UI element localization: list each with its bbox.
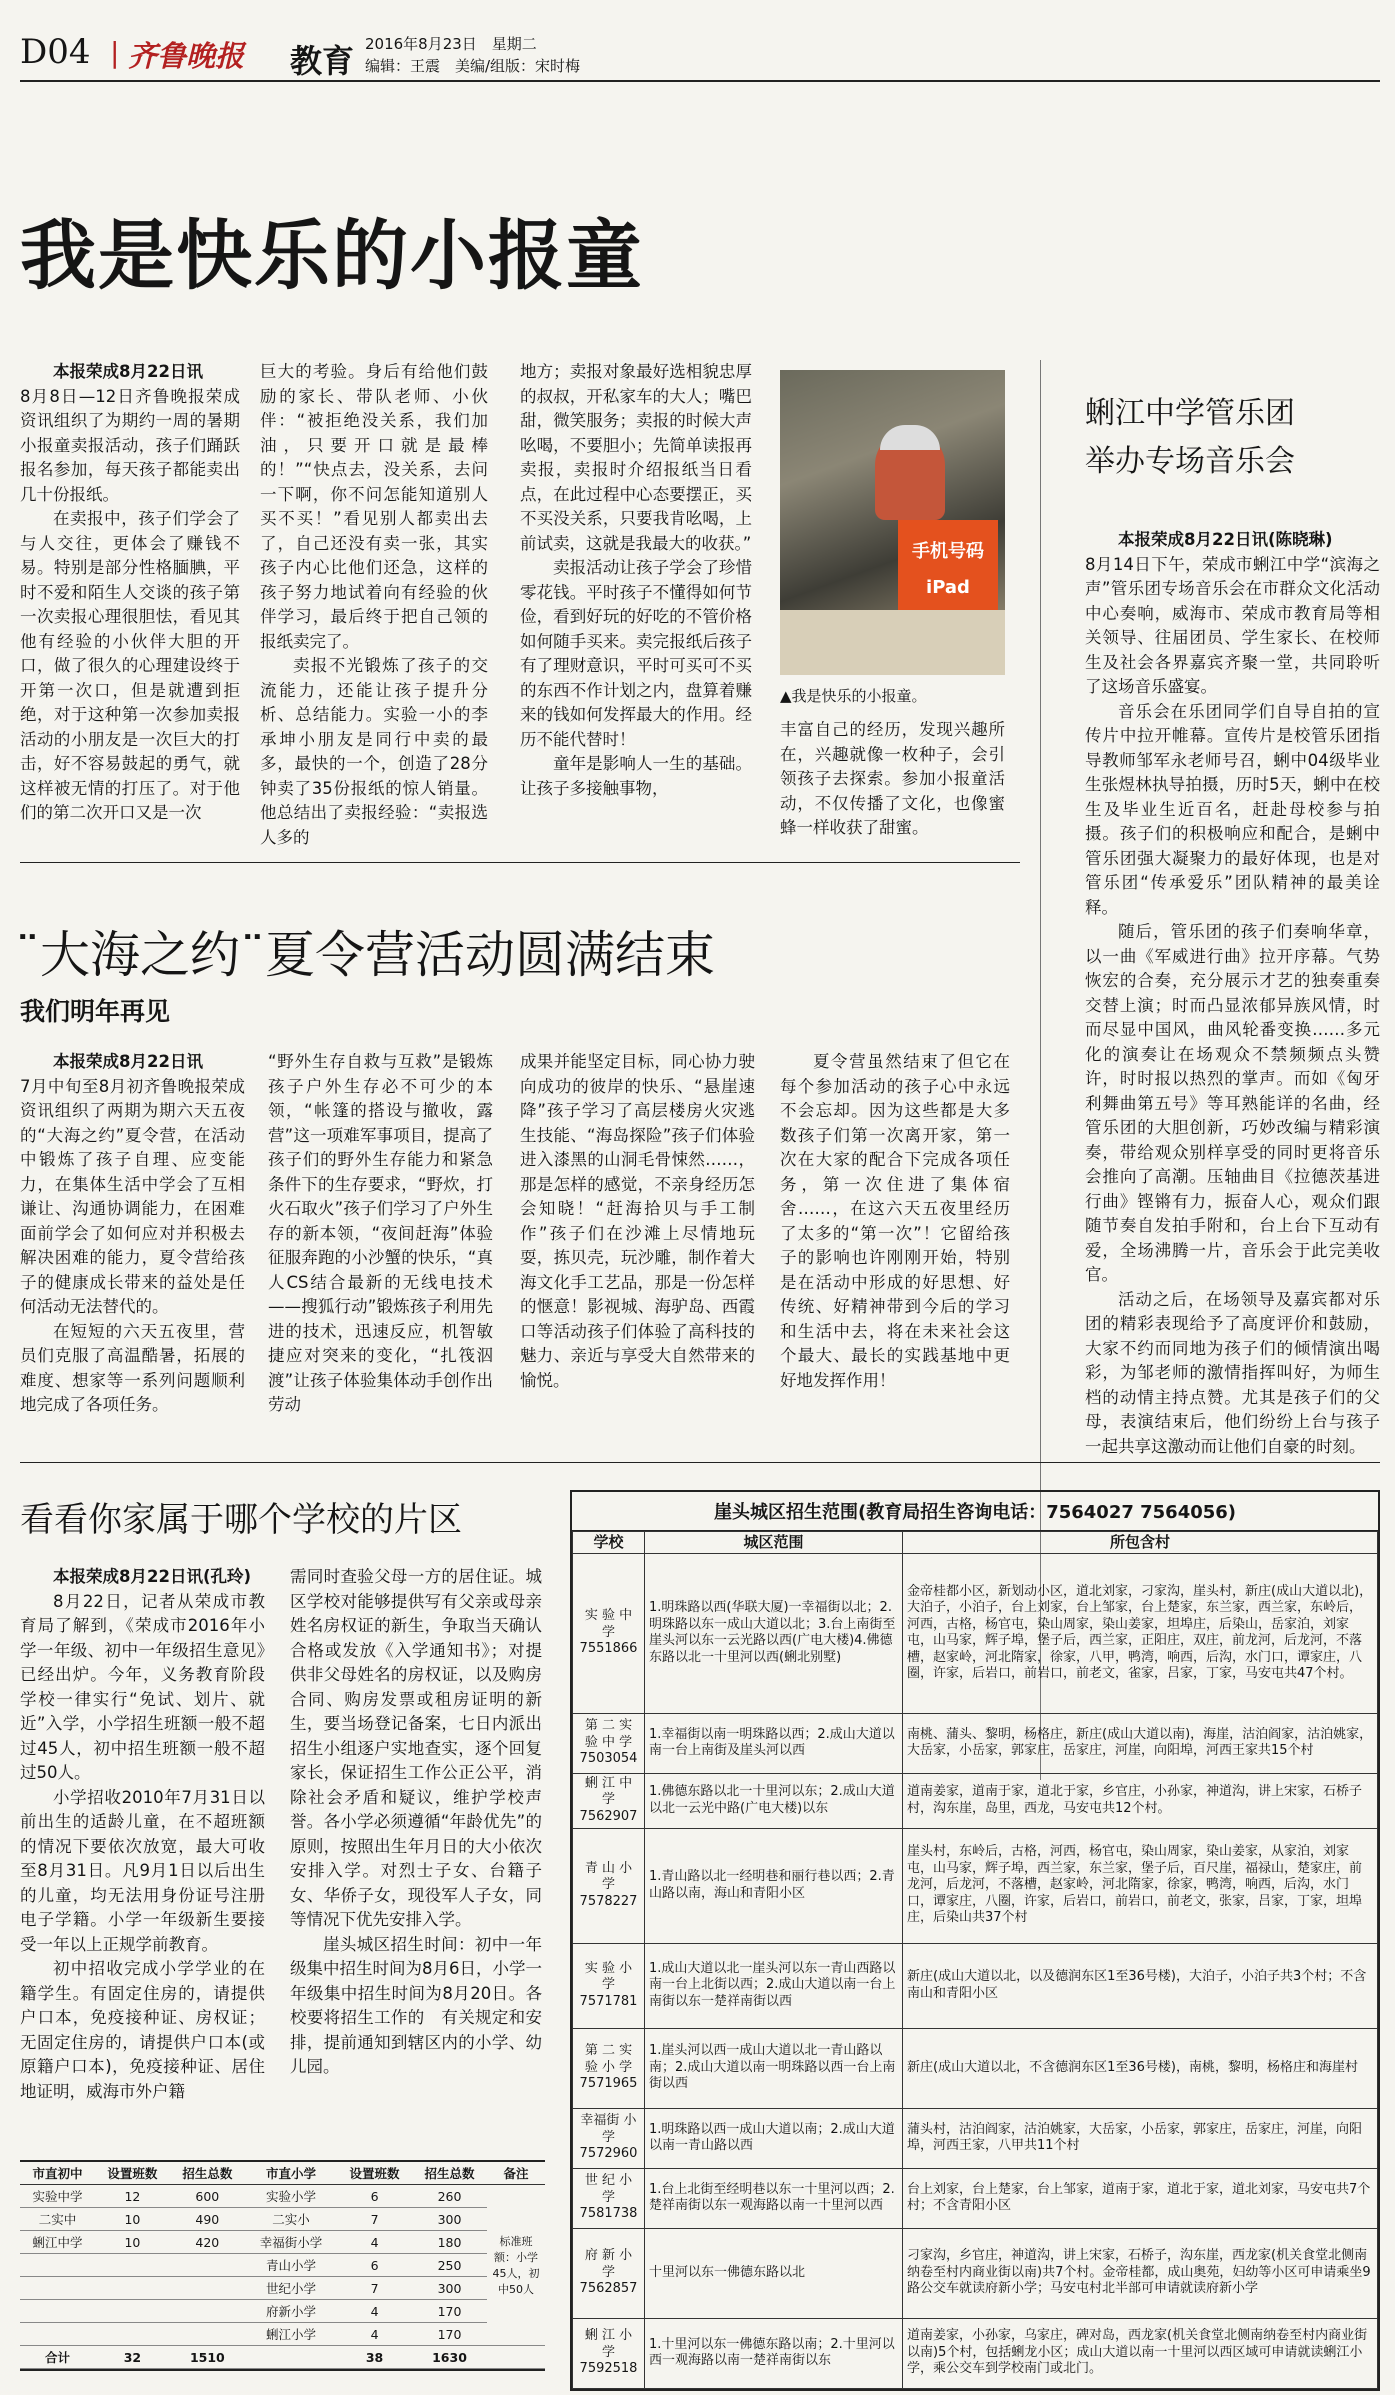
quota-cell: 二实中: [20, 2208, 95, 2231]
story2-p5: 夏令营虽然结束了但它在每个参加活动的孩子心中永远不会忘却。因为这些都是大多数孩子们第一次离开家，第一次在大家的配合下完成各项任务，第一次住进了集体宿舍……，在这六天五夜里经历了太多的“第一次”！它留给孩子的影响也许刚刚开始，特别是在活动中形成的好思想、好传统、好精神带到今后的学习和生活中去，将在未来社会这个最大、最长的实践基地中更好地发挥作用！: [780, 1052, 1010, 1390]
story4-col1: [20, 1565, 265, 2104]
quota-note: 标准班额：小学45人，初中50人: [487, 2185, 545, 2346]
quota-cell: 实验小学: [245, 2185, 337, 2208]
sign-text-1: 手机号码: [912, 541, 984, 562]
quota-cell: [170, 2254, 245, 2277]
quota-cell: 260: [412, 2185, 487, 2208]
quota-cell: [20, 2277, 95, 2300]
story1-p1: 8月8日—12日齐鲁晚报荣成资讯组织了为期约一周的暑期小报童卖报活动，孩子们踊跃报名参加，每天孩子都能卖出几十份报纸。: [20, 386, 240, 504]
story2-p2: 在短短的六天五夜里，营员们克服了高温酷暑，拓展的难度、想家等一系列问题顺利地完成了各项任务。: [20, 1321, 245, 1414]
zone-row: [573, 2108, 1378, 2168]
quota-cell: [95, 2277, 170, 2300]
issue-date: 2016年8月23日 星期二: [365, 35, 537, 53]
quota-cell: [170, 2323, 245, 2346]
quota-header: 市直小学: [245, 2162, 337, 2185]
story3-headline: [1085, 390, 1295, 486]
zone-school: 蜊 江 中 学 7562907: [573, 1773, 645, 1828]
zone-table: [572, 1531, 1378, 2389]
quota-row: [20, 2185, 545, 2208]
quota-table: [20, 2160, 545, 2371]
quota-total-cell: 32: [95, 2346, 170, 2369]
zone-school: 实 验 小 学 7571781: [573, 1943, 645, 2028]
quota-cell: 蜊江中学: [20, 2231, 95, 2254]
quota-cell: 6: [337, 2254, 412, 2277]
quota-cell: 490: [170, 2208, 245, 2231]
quota-cell: 幸福街小学: [245, 2231, 337, 2254]
story1-headline: 我是快乐的小报童: [20, 211, 644, 300]
quota-cell: 600: [170, 2185, 245, 2208]
story4-headline: 看看你家属于哪个学校的片区: [20, 1500, 462, 1540]
story1-col2: [260, 360, 488, 850]
quota-total-cell: 1510: [170, 2346, 245, 2369]
quota-cell: [20, 2254, 95, 2277]
story3-body: [1085, 528, 1380, 1459]
zone-villages: 新庄(成山大道以北，不含德润东区1至36号楼)，南桃，黎明，杨格庄和海崖村: [903, 2028, 1378, 2108]
editor-credit: 编辑：王震 美编/组版：宋时梅: [365, 57, 581, 75]
zone-range: 1.青山路以北一经明巷和丽行巷以西；2.青山路以南，海山和青阳小区: [645, 1828, 903, 1943]
zone-range: 1.明珠路以西(华联大厦)一幸福街以北；2.明珠路以东一成山大道以北；3.台上南街至崖头河以东一云光路以西(广电大楼)4.佛德东路以北一十里河以西(蜊北别墅): [645, 1553, 903, 1713]
quota-row: [20, 2231, 545, 2254]
zone-row: [573, 1943, 1378, 2028]
story1-p2: 在卖报中，孩子们学会了与人交往，更体会了赚钱不易。特别是部分性格腼腆，平时不爱和陌生人交谈的孩子第一次卖报心理很胆怯，看见其他有经验的小伙伴大胆的开口，做了很久的心理建设终于开第一次口，但是就遭到拒绝，对于这种第一次参加卖报活动的小朋友是一次巨大的打击，好不容易鼓起的勇气，就这样被无情的打压了。对于他们的第二次开口又是一次: [20, 509, 240, 822]
zone-row: [573, 2028, 1378, 2108]
story3-p4: 活动之后，在场领导及嘉宾都对乐团的精彩表现给予了高度评价和鼓励，大家不约而同地为孩子们的倾情演出喝彩，为邹老师的激情指挥叫好，为师生档的动情主持点赞。尤其是孩子们的父母，表演结束后，他们纷纷上台与孩子一起共享这激动而让他们自豪的时刻。: [1085, 1289, 1380, 1456]
quota-total-cell: 38: [337, 2346, 412, 2369]
quota-cell: 蜊江小学: [245, 2323, 337, 2346]
zone-row: [573, 1773, 1378, 1828]
zone-header-row: [573, 1532, 1378, 1554]
quota-cell: 10: [95, 2231, 170, 2254]
zone-range: 1.幸福街以南一明珠路以西；2.成山大道以南一台上南街及崖头河以西: [645, 1713, 903, 1773]
quota-total-row: [20, 2346, 545, 2369]
quota-cell: [170, 2300, 245, 2323]
story4-p1: 8月22日，记者从荣成市教育局了解到，《荣成市2016年小学一年级、初中一年级招生意见》已经出炉。今年，义务教育阶段学校一律实行“免试、划片、就近”入学，小学招生班额一般不超过45人，初中招生班额一般不超过50人。: [20, 1591, 265, 1782]
story1-photo: [780, 370, 1005, 675]
quota-cell: 180: [412, 2231, 487, 2254]
zone-row: [573, 1828, 1378, 1943]
photo-cap: [880, 425, 940, 450]
zone-range: 十里河以东一佛德东路以北: [645, 2228, 903, 2318]
story1-byline: 本报荣成8月22日讯: [53, 362, 203, 381]
zone-school: 府 新 小 学 7562857: [573, 2228, 645, 2318]
quota-cell: 12: [95, 2185, 170, 2208]
story2-col4: [780, 1050, 1010, 1393]
story1-photo-caption: ▲我是快乐的小报童。: [780, 687, 927, 705]
story2-col1: [20, 1050, 245, 1418]
story2-byline: 本报荣成8月22日讯: [53, 1052, 203, 1071]
quota-header: 市直初中: [20, 2162, 95, 2185]
story1-col1: [20, 360, 240, 826]
quota-header: 设置班数: [95, 2162, 170, 2185]
quota-cell: [95, 2254, 170, 2277]
zone-row: [573, 2168, 1378, 2228]
story1-p4: 卖报不光锻炼了孩子的交流能力，还能让孩子提升分析、总结能力。实验一小的李承坤小朋友是同行中卖的最多，最快的一个，创造了28分钟卖了35份报纸的惊人销量。他总结出了卖报经验：“卖报选人多的: [260, 656, 488, 847]
story1-col3: [520, 360, 752, 801]
header-rule: [20, 80, 1380, 82]
story1-p3: 巨大的考验。身后有给他们鼓励的家长、带队老师、小伙伴：“被拒绝没关系，我们加油，只要开口就是最棒的！”“快点去，没关系，去问一下啊，你不问怎能知道别人买不买！”看见别人都卖出去了，自己还没有卖一张，其实孩子内心比他们还急，这样的孩子努力地试着向有经验的伙伴学习，最后终于把自己领的报纸卖完了。: [260, 362, 488, 651]
story1-p7: 童年是影响人一生的基础。让孩子多接触事物，: [520, 754, 752, 798]
quota-grid: [20, 2162, 545, 2369]
story2-bottom-rule: [20, 1462, 1380, 1463]
story2-col3: [520, 1050, 755, 1393]
zone-school: 青 山 小 学 7578227: [573, 1828, 645, 1943]
story2-subtitle: 我们明年再见: [20, 997, 171, 1026]
quota-cell: [20, 2323, 95, 2346]
quota-header: 备注: [487, 2162, 545, 2185]
zone-range: 1.台上北街至经明巷以东一十里河以西；2.楚祥南街以东一观海路以南一十里河以西: [645, 2168, 903, 2228]
story4-p2: 小学招收2010年7月31日以前出生的适龄儿童，在不超班额的情况下要依次放宽，最大可收至8月31日。凡9月1日以后出生的儿童，均无法用身份证号注册电子学籍。小学一年级新生要接受一年以上正规学前教育。: [20, 1787, 265, 1954]
zone-row: [573, 2228, 1378, 2318]
story3-p1: 8月14日下午，荣成市蜊江中学“滨海之声”管乐团专场音乐会在市群众文化活动中心奏响，威海市、荣成市教育局等相关领导、往届团员、学生家长、在校师生及社会各界嘉宾齐聚一堂，共同聆听了这场音乐盛宴。: [1085, 554, 1380, 696]
story3-byline: 本报荣成8月22日讯(陈晓琳): [1118, 530, 1333, 549]
zone-villages: 台上刘家，台上楚家，台上邹家，道南于家，道北于家，道北刘家，马安屯共7个村；不含青阳小区: [903, 2168, 1378, 2228]
zone-table-box: [570, 1490, 1380, 2391]
zone-range: 1.崖头河以西一成山大道以北一青山路以南；2.成山大道以南一明珠路以西一台上南街以西: [645, 2028, 903, 2108]
zone-school: 蜊 江 小 学 7592518: [573, 2318, 645, 2388]
zone-villages: 刁家沟，乡官庄，神道沟，讲上宋家，石桥子，沟东崖，西龙家(机关食堂北侧南纳卷至村内商业街以南)共7个村。金帝桂都，成山奥苑，妇幼等小区可申请乘坐9路公交车就读府新小学；马安屯村北半部可申请就读府新小学: [903, 2228, 1378, 2318]
story2-col2: [268, 1050, 493, 1418]
zone-villages: 崖头村，东岭后，古格，河西，杨官屯，染山周家，染山姜家，从家泊，刘家屯，山马家，辉子埠，西兰家，东兰家，堡子后，百尺崖，福禄山，楚家庄，前龙河，后龙河，不落槽，赵家岭，河北隋家，徐家，鸭湾，响西，后沟，水门口，谭家庄，八圈，许家，后岩口，前岩口，前老文，张家，吕家，丁家，坦埠庄，后染山共37个村: [903, 1828, 1378, 1943]
zone-range: 1.成山大道以北一崖头河以东一青山西路以南一台上北街以西；2.成山大道以南一台上南街以东一楚祥南街以西: [645, 1943, 903, 2028]
quota-cell: [170, 2277, 245, 2300]
quota-row: [20, 2323, 545, 2346]
story2-headline: ¨大海之约¨夏令营活动圆满结束: [15, 926, 715, 984]
quota-cell: 实验中学: [20, 2185, 95, 2208]
quota-cell: 170: [412, 2300, 487, 2323]
story4-p4: 需同时查验父母一方的居住证。城区学校对能够提供写有父亲或母亲姓名房权证的新生，争取当天确认合格或发放《入学通知书》；对提供非父母姓名的房权证，以及购房合同、购房发票或租房证明的新生，要当场登记备案，七日内派出招生小组逐户实地查实，逐个回复家长，保证招生工作公正公平，消除社会矛盾和疑议，维护学校声誉。各小学必须遵循“年龄优先”的原则，按照出生年月日的大小依次安排入学。对烈士子女、台籍子女、华侨子女，现役军人子女，同等情况下优先安排入学。: [290, 1567, 542, 1929]
zone-row: [573, 1713, 1378, 1773]
quota-cell: 250: [412, 2254, 487, 2277]
quota-row: [20, 2208, 545, 2231]
quota-cell: [95, 2323, 170, 2346]
story1-col4: [780, 718, 1005, 841]
zone-header-villages: 所包含村: [903, 1532, 1378, 1554]
zone-villages: 南桃、蒲头、黎明，杨格庄，新庄(成山大道以南)，海崖，沽泊阎家，沽泊姚家，大岳家，小岳家，郭家庄，岳家庄，河崖，向阳埠，河西王家共15个村: [903, 1713, 1378, 1773]
story4-byline: 本报荣成8月22日讯(孔玲): [53, 1567, 252, 1586]
quota-total-cell: 合计: [20, 2346, 95, 2369]
story4-p5: 崖头城区招生时间：初中一年级集中招生时间为8月6日，小学一年级集中招生时间为8月20日。各校要将招生工作的 有关规定和安排，提前通知到辖区内的小学、幼儿园。: [290, 1934, 542, 2076]
zone-villages: 蒲头村，沽泊阎家，沽泊姚家，大岳家，小岳家，郭家庄，岳家庄，河崖，向阳埠，河西王家，八甲共11个村: [903, 2108, 1378, 2168]
header-separator: |: [110, 36, 120, 69]
quota-total-cell: [487, 2346, 545, 2369]
story2-p4: 成果并能坚定目标，同心协力驶向成功的彼岸的快乐、“悬崖速降”孩子学习了高层楼房火灾逃生技能、“海岛探险”孩子们体验进入漆黑的山洞毛骨悚然……，那是怎样的感觉，不亲身经历怎会知晓！“赶海拾贝与手工制作”孩子们在沙滩上尽情地玩耍，拣贝壳，玩沙雕，制作着大海文化手工艺品，那是一份怎样的惬意！影视城、海驴岛、西霞口等活动孩子们体验了高科技的魅力、亲近与享受大自然带来的愉悦。: [520, 1052, 755, 1390]
quota-row: [20, 2277, 545, 2300]
story2-p1: 7月中旬至8月初齐鲁晚报荣成资讯组织了两期为期六天五夜的“大海之约”夏令营，在活动中锻炼了孩子自理、应变能力，在集体生活中学会了互相谦让、沟通协调能力，在困难面前学会了如何应对并积极去解决困难的能力，夏令营给孩子的健康成长带来的益处是任何活动无法替代的。: [20, 1076, 245, 1316]
quota-cell: 世纪小学: [245, 2277, 337, 2300]
quota-header: 招生总数: [170, 2162, 245, 2185]
zone-villages: 道南姜家，小孙家，乌家庄，碑对岛，西龙家(机关食堂北侧南纳卷至村内商业街以南)5个村，包括蜊龙小区；成山大道以南一十里河以西区域可申请就读蜊江小学，乘公交车到学校南门或北门。: [903, 2318, 1378, 2388]
quota-cell: 4: [337, 2323, 412, 2346]
zone-villages: 新庄(成山大道以北，以及德润东区1至36号楼)，大泊子，小泊子共3个村；不含南山和青阳小区: [903, 1943, 1378, 2028]
quota-header: 设置班数: [337, 2162, 412, 2185]
story3-p3: 随后，管乐团的孩子们奏响华章，以一曲《军威进行曲》拉开序幕。气势恢宏的合奏，充分展示才艺的独奏重奏交替上演；时而凸显浓郁异族风情，时而尽显中国风，曲风轮番变换……多元化的演奏让在场观众不禁频频点头赞许，时时报以热烈的掌声。而如《匈牙利舞曲第五号》等耳熟能详的名曲，经管乐团的大胆创新，巧妙改编与精彩演奏，带给观众别样享受的同时更将音乐会推向了高潮。压轴曲目《拉德茨基进行曲》铿锵有力，振奋人心，观众们跟随节奏自发拍手附和，台上台下互动有爱，全场沸腾一片，音乐会于此完美收官。: [1085, 922, 1380, 1284]
quota-cell: 300: [412, 2277, 487, 2300]
page-number: D04: [20, 32, 91, 72]
zone-school: 幸福街 小学 7572960: [573, 2108, 645, 2168]
photo-table: [780, 610, 1005, 675]
zone-school: 世 纪 小 学 7581738: [573, 2168, 645, 2228]
quota-cell: 4: [337, 2231, 412, 2254]
quota-cell: 府新小学: [245, 2300, 337, 2323]
quota-cell: 420: [170, 2231, 245, 2254]
story1-p8: 丰富自己的经历，发现兴趣所在，兴趣就像一枚种子，会引领孩子去探索。参加小报童活动，不仅传播了文化，也像蜜蜂一样收获了甜蜜。: [780, 720, 1005, 837]
zone-school: 第 二 实 验 小 学 7571965: [573, 2028, 645, 2108]
zone-row: [573, 2318, 1378, 2388]
story4-col2: [290, 1565, 542, 2080]
story1-p6: 卖报活动让孩子学会了珍惜零花钱。平时孩子不懂得如何节俭，看到好玩的好吃的不管价格如何随手买来。卖完报纸后孩子有了理财意识，平时可买可不买的东西不作计划之内，盘算着赚来的钱如何发挥最大的作用。经历不能代替时！: [520, 558, 752, 749]
quota-cell: [95, 2300, 170, 2323]
sign-text-2: iPad: [926, 577, 970, 598]
zone-range: 1.明珠路以西一成山大道以南；2.成山大道以南一青山路以西: [645, 2108, 903, 2168]
story3-headline-line2: 举办专场音乐会: [1085, 444, 1295, 479]
zone-school: 第 二 实 验 中 学 7503054: [573, 1713, 645, 1773]
story3-p2: 音乐会在乐团同学们自导自拍的宣传片中拉开帷幕。宣传片是校管乐团指导教师邹军永老师号召，蜊中04级毕业生张煜林执导拍摄，历时5天，蜊中在校生及毕业生近百名，赶赴母校参与拍摄。孩子们的积极响应和配合，是蜊中管乐团强大凝聚力的最好体现，也是对管乐团“传承爱乐”团队精神的最美诠释。: [1085, 701, 1380, 917]
story4-p3: 初中招收完成小学学业的在籍学生。有固定住房的，请提供户口本，免疫接种证、房权证；无固定住房的，请提供户口本(或原籍户口本)，免疫接种证、居住地证明，威海市外户籍: [20, 1959, 265, 2101]
quota-cell: 7: [337, 2208, 412, 2231]
quota-cell: 10: [95, 2208, 170, 2231]
quota-total-cell: [245, 2346, 337, 2369]
zone-header-range: 城区范围: [645, 1532, 903, 1554]
quota-cell: 300: [412, 2208, 487, 2231]
newspaper-logo: 齐鲁晚报: [128, 39, 245, 73]
story2-p3: “野外生存自救与互救”是锻炼孩子户外生存必不可少的本领，“帐篷的搭设与撤收，露营”这一项难军事项目，提高了孩子们的野外生存能力和紧急条件下的生存要求，“野炊，打火石取火”孩子们学习了户外生存的新本领，“夜间赶海”体验征服奔跑的小沙蟹的快乐，“真人CS结合最新的无线电技术——搜狐行动”锻炼孩子利用先进的技术，迅速反应，机智敏捷应对突来的变化，“扎筏泅渡”让孩子体验集体动手创作出劳动: [268, 1052, 493, 1414]
story1-bottom-rule: [20, 862, 1020, 863]
section-title: 教育: [290, 42, 355, 80]
quota-header: 招生总数: [412, 2162, 487, 2185]
zone-villages: 道南姜家，道南于家，道北于家，乡官庄，小孙家，神道沟，讲上宋家，石桥子村，沟东崖，岛里，西龙，马安屯共12个村。: [903, 1773, 1378, 1828]
zone-row: [573, 1553, 1378, 1713]
zone-header-school: 学校: [573, 1532, 645, 1554]
quota-header-row: [20, 2162, 545, 2185]
quota-total-cell: 1630: [412, 2346, 487, 2369]
zone-range: 1.佛德东路以北一十里河以东；2.成山大道以北一云光中路(广电大楼)以东: [645, 1773, 903, 1828]
page-header: [20, 10, 1380, 80]
quota-cell: [20, 2300, 95, 2323]
quota-cell: 二实小: [245, 2208, 337, 2231]
quota-cell: 6: [337, 2185, 412, 2208]
zone-villages: 金帝桂都小区，新划动小区，道北刘家，刁家沟，崖头村，新庄(成山大道以北)，大泊子，小泊子，台上刘家，台上邹家，台上楚家，东兰家，西兰家，东岭后，河西，古格，杨官屯，染山周家，染山姜家，坦埠庄，后染山，岳家泊，刘家屯，山马家，辉子埠，堡子后，西兰家，正阳庄，双庄，前龙河，后龙河，不落槽，赵家岭，河北隋家，徐家，八甲，鸭湾，响西，后沟，水门口，谭家庄，八圈，许家，后岩口，前岩口，前老文，雀家，吕家，丁家，马安屯共47个村。: [903, 1553, 1378, 1713]
quota-cell: 7: [337, 2277, 412, 2300]
quota-row: [20, 2254, 545, 2277]
zone-school: 实 验 中 学 7551866: [573, 1553, 645, 1713]
quota-cell: 4: [337, 2300, 412, 2323]
story3-headline-line1: 蜊江中学管乐团: [1085, 396, 1295, 431]
quota-cell: 170: [412, 2323, 487, 2346]
quota-row: [20, 2300, 545, 2323]
zone-range: 1.十里河以东一佛德东路以南；2.十里河以西一观海路以南一楚祥南街以东: [645, 2318, 903, 2388]
quota-cell: 青山小学: [245, 2254, 337, 2277]
story1-p5: 地方；卖报对象最好选相貌忠厚的叔叔，开私家车的大人；嘴巴甜，微笑服务；卖报的时候大声吆喝，不要胆小；先简单读报再卖报，卖报时介绍报纸当日看点，在此过程中心态要摆正，买不买没关系，只要我肯吆喝，上前试卖，这就是我最大的收获。”: [520, 362, 752, 553]
zone-table-title: 崖头城区招生范围(教育局招生咨询电话：7564027 7564056): [572, 1492, 1378, 1531]
